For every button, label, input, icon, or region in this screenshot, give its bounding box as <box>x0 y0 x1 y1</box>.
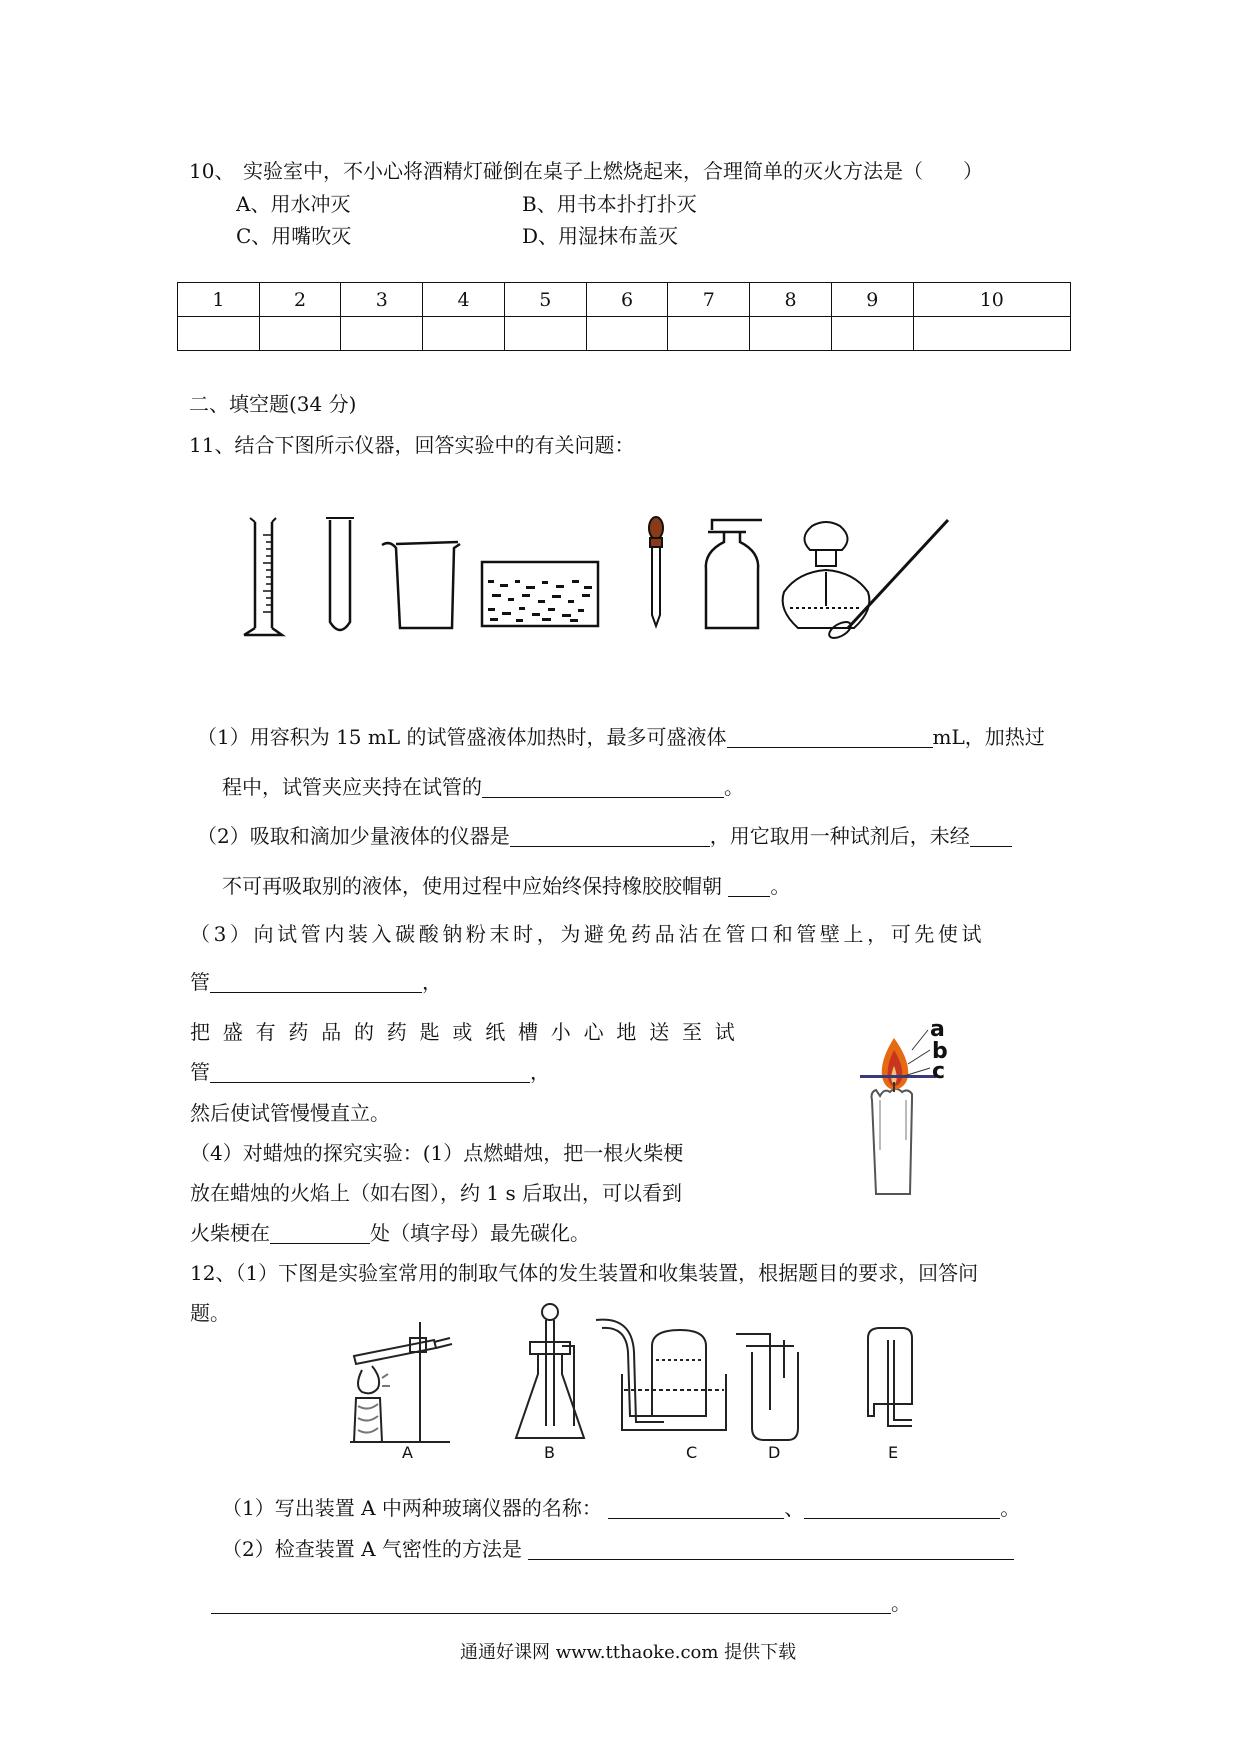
separator-text: 、 <box>784 1496 805 1520</box>
q11-part1-text: （1）用容积为 15 mL 的试管盛液体加热时，最多可盛液体 <box>197 725 727 749</box>
answer-cell[interactable] <box>504 317 586 351</box>
answer-blank[interactable] <box>482 777 724 798</box>
answer-cell[interactable] <box>178 317 260 351</box>
answer-cell[interactable] <box>259 317 341 351</box>
flame-label-b: b <box>932 1039 948 1064</box>
q11-part4-text2: 处（填字母）最先碳化。 <box>370 1221 590 1245</box>
flame-label-c: c <box>932 1059 946 1084</box>
q11-part2-line1 <box>197 820 1012 849</box>
q10-number: 10、 <box>189 159 235 183</box>
dropper-icon <box>649 517 663 626</box>
answer-blank[interactable] <box>270 1223 370 1244</box>
q11-part1-text2: 程中，试管夹应夹持在试管的 <box>222 775 482 799</box>
comma-text: ， <box>530 1060 550 1084</box>
trough-icon <box>482 562 598 626</box>
q11-part2-text2: ，用它取用一种试剂后，未经 <box>709 824 970 848</box>
q11-part3-line3: 把盛有药品的药匙或纸槽小心地送至试 <box>190 1020 748 1044</box>
q12-sub1 <box>222 1492 1020 1521</box>
apparatus-label-e: E <box>888 1443 899 1460</box>
answer-table-header: 6 <box>586 283 668 317</box>
q10-option-a: A、用水冲灭 <box>236 192 351 216</box>
q11-part4-line2: 放在蜡烛的火焰上（如右图），约 1 s 后取出，可以看到 <box>190 1181 683 1205</box>
beaker-icon <box>382 542 460 628</box>
q11-part3-text4: 管 <box>190 1060 210 1084</box>
candle-flame-figure <box>850 1020 960 1200</box>
answer-table-header: 9 <box>831 283 913 317</box>
period-text: 。 <box>724 775 744 799</box>
apparatus-label-a: A <box>402 1443 413 1460</box>
q12-sub2-text: （2）检查装置 A 气密性的方法是 <box>222 1537 522 1561</box>
answer-table-header: 1 <box>178 283 260 317</box>
apparatus-d-icon <box>736 1334 798 1440</box>
q12-stem-line2: 题。 <box>190 1301 230 1325</box>
answer-blank[interactable] <box>528 1539 1014 1560</box>
q12-sub2-line2 <box>211 1587 911 1616</box>
q11-part1-unit: mL，加热过 <box>932 725 1045 749</box>
q11-part3-line5: 然后使试管慢慢直立。 <box>190 1101 390 1125</box>
answer-blank[interactable] <box>210 1062 530 1083</box>
q11-part2-text: （2）吸取和滴加少量液体的仪器是 <box>197 824 510 848</box>
q12-sub2 <box>222 1533 1014 1562</box>
matchstick-icon <box>860 1075 936 1078</box>
answer-table-header: 5 <box>504 283 586 317</box>
answer-blank[interactable] <box>727 727 933 748</box>
q10-option-d: D、用湿抹布盖灭 <box>522 224 679 248</box>
q11-part4-line3 <box>190 1217 590 1246</box>
section-title: 二、填空题(34 分) <box>189 392 357 416</box>
q11-part4-text: 火柴梗在 <box>190 1221 270 1245</box>
q11-part1-line1 <box>197 721 1045 750</box>
answer-cell[interactable] <box>668 317 750 351</box>
flame-icon <box>882 1038 908 1092</box>
answer-blank[interactable] <box>510 826 710 847</box>
answer-blank[interactable] <box>608 1498 784 1519</box>
answer-blank[interactable] <box>728 876 770 897</box>
answer-cell[interactable] <box>831 317 913 351</box>
apparatus-c-icon <box>596 1320 726 1430</box>
answer-cell[interactable] <box>341 317 423 351</box>
answer-blank[interactable] <box>211 1593 891 1614</box>
q12-stem-line1: 12、（1）下图是实验室常用的制取气体的发生装置和收集装置，根据题目的要求，回答问 <box>190 1261 979 1285</box>
apparatus-b-icon <box>516 1304 584 1438</box>
apparatus-a-icon <box>350 1322 452 1442</box>
q11-part1-line2 <box>222 771 744 800</box>
q11-part2-text3: 不可再吸取别的液体，使用过程中应始终保持橡胶胶帽朝 <box>222 874 722 898</box>
q11-part4-line1: （4）对蜡烛的探究实验：(1）点燃蜡烛，把一根火柴梗 <box>190 1141 684 1165</box>
test-tube-icon <box>326 518 354 630</box>
flame-label-a: a <box>930 1020 945 1042</box>
answer-cell[interactable] <box>423 317 505 351</box>
period-text: 。 <box>1000 1496 1021 1520</box>
answer-table-header: 2 <box>259 283 341 317</box>
answer-cell[interactable] <box>913 317 1070 351</box>
answer-table-header: 4 <box>423 283 505 317</box>
q11-part3-text: 管 <box>190 970 210 994</box>
q11-part3-line2 <box>190 966 442 995</box>
answer-cell[interactable] <box>586 317 668 351</box>
answer-table-header: 8 <box>750 283 832 317</box>
apparatus-e-icon <box>868 1328 912 1426</box>
gas-apparatus-figure <box>340 1300 1040 1460</box>
alcohol-lamp-icon <box>740 510 869 628</box>
q12-sub1-text: （1）写出装置 A 中两种玻璃仪器的名称： <box>222 1496 602 1520</box>
q11-part3-line1: （3）向试管内装入碳酸钠粉末时，为避免药品沾在管口和管壁上，可先使试 <box>190 922 986 946</box>
answer-table-header: 10 <box>913 283 1070 317</box>
q10-option-b: B、用书本扑打扑灭 <box>522 192 697 216</box>
apparatus-label-d: D <box>768 1443 781 1460</box>
lab-instruments-figure <box>230 510 1020 645</box>
q11-part2-line2 <box>222 870 790 899</box>
apparatus-label-c: C <box>686 1443 698 1460</box>
candle-icon <box>872 1089 913 1194</box>
answer-blank[interactable] <box>804 1498 1000 1519</box>
answer-table-header: 3 <box>341 283 423 317</box>
answer-table <box>177 282 1071 351</box>
answer-table-header: 7 <box>668 283 750 317</box>
q10-option-c: C、用嘴吹灭 <box>236 224 352 248</box>
comma-text: ， <box>422 970 442 994</box>
q10-stem: 实验室中，不小心将酒精灯碰倒在桌子上燃烧起来，合理简单的灭火方法是（ ） <box>243 159 983 183</box>
graduated-cylinder-icon <box>244 518 282 635</box>
answer-table-header-row <box>178 283 1071 317</box>
q11-part3-line4 <box>190 1056 550 1085</box>
answer-table-answer-row <box>178 317 1071 351</box>
answer-blank[interactable] <box>210 972 422 993</box>
period-text: 。 <box>891 1591 911 1615</box>
answer-blank[interactable] <box>970 826 1012 847</box>
q11-stem: 11、结合下图所示仪器，回答实验中的有关问题： <box>189 433 635 457</box>
reagent-bottle-icon <box>706 520 762 628</box>
period-text: 。 <box>770 874 791 898</box>
apparatus-label-b: B <box>544 1443 555 1460</box>
page-footer: 通通好课网 www.tthaoke.com 提供下载 <box>460 1642 797 1663</box>
answer-cell[interactable] <box>750 317 832 351</box>
